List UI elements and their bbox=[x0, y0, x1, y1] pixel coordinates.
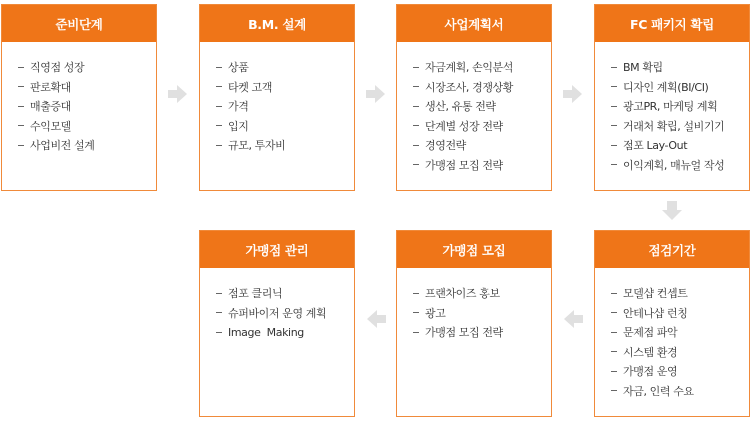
list-item: 시장조사, 경쟁상황 bbox=[413, 78, 551, 98]
card-title: B.M. 설계 bbox=[200, 5, 354, 42]
list-item: 수익모델 bbox=[18, 117, 156, 137]
card-title: 준비단계 bbox=[2, 5, 156, 42]
list-item: 거래처 확립, 설비기기 bbox=[611, 117, 749, 137]
card-item-list bbox=[397, 42, 551, 176]
card-item-list bbox=[397, 268, 551, 343]
list-item: 경영전략 bbox=[413, 136, 551, 156]
card-item-list bbox=[595, 268, 749, 402]
card-item-list bbox=[200, 42, 354, 156]
list-item: 가맹점 모집 전략 bbox=[413, 323, 551, 343]
list-item: 문제점 파악 bbox=[611, 323, 749, 343]
list-item: 규모, 투자비 bbox=[216, 136, 354, 156]
list-item: 모델샵 컨셉트 bbox=[611, 284, 749, 304]
list-item: 안테나샵 런칭 bbox=[611, 304, 749, 324]
list-item: 슈퍼바이저 운영 계획 bbox=[216, 304, 354, 324]
card-inspection bbox=[594, 230, 750, 417]
card-management bbox=[199, 230, 355, 417]
card-preparation bbox=[1, 4, 157, 191]
list-item: 매출증대 bbox=[18, 97, 156, 117]
list-item: 상품 bbox=[216, 58, 354, 78]
card-title: FC 패키지 확립 bbox=[595, 5, 749, 42]
card-bm-design bbox=[199, 4, 355, 191]
list-item: 점포 클리닉 bbox=[216, 284, 354, 304]
list-item: 디자인 계획(BI/CI) bbox=[611, 78, 749, 98]
list-item: Image Making bbox=[216, 323, 354, 343]
list-item: BM 확립 bbox=[611, 58, 749, 78]
list-item: 광고 bbox=[413, 304, 551, 324]
list-item: 가격 bbox=[216, 97, 354, 117]
card-title: 가맹점 관리 bbox=[200, 231, 354, 268]
list-item: 자금, 인력 수요 bbox=[611, 382, 749, 402]
list-item: 가맹점 모집 전략 bbox=[413, 156, 551, 176]
arrow-right-icon bbox=[168, 84, 188, 104]
card-title: 점검기간 bbox=[595, 231, 749, 268]
arrow-left-icon bbox=[366, 309, 386, 329]
list-item: 직영점 성장 bbox=[18, 58, 156, 78]
list-item: 타켓 고객 bbox=[216, 78, 354, 98]
arrow-left-icon bbox=[563, 309, 583, 329]
card-fc-package bbox=[594, 4, 750, 191]
list-item: 시스템 환경 bbox=[611, 343, 749, 363]
card-recruitment bbox=[396, 230, 552, 417]
list-item: 사업비전 설계 bbox=[18, 136, 156, 156]
list-item: 생산, 유통 전략 bbox=[413, 97, 551, 117]
card-title: 사업계획서 bbox=[397, 5, 551, 42]
list-item: 입지 bbox=[216, 117, 354, 137]
list-item: 판로확대 bbox=[18, 78, 156, 98]
list-item: 광고PR, 마케팅 계획 bbox=[611, 97, 749, 117]
arrow-right-icon bbox=[563, 84, 583, 104]
list-item: 단계별 성장 전략 bbox=[413, 117, 551, 137]
card-item-list bbox=[2, 42, 156, 156]
card-item-list bbox=[595, 42, 749, 176]
arrow-down-icon bbox=[661, 201, 683, 221]
list-item: 점포 Lay-Out bbox=[611, 136, 749, 156]
list-item: 이익계획, 매뉴얼 작성 bbox=[611, 156, 749, 176]
card-business-plan bbox=[396, 4, 552, 191]
list-item: 프랜차이즈 홍보 bbox=[413, 284, 551, 304]
list-item: 가맹점 운영 bbox=[611, 362, 749, 382]
card-title: 가맹점 모집 bbox=[397, 231, 551, 268]
arrow-right-icon bbox=[366, 84, 386, 104]
card-item-list bbox=[200, 268, 354, 343]
list-item: 자금계획, 손익분석 bbox=[413, 58, 551, 78]
